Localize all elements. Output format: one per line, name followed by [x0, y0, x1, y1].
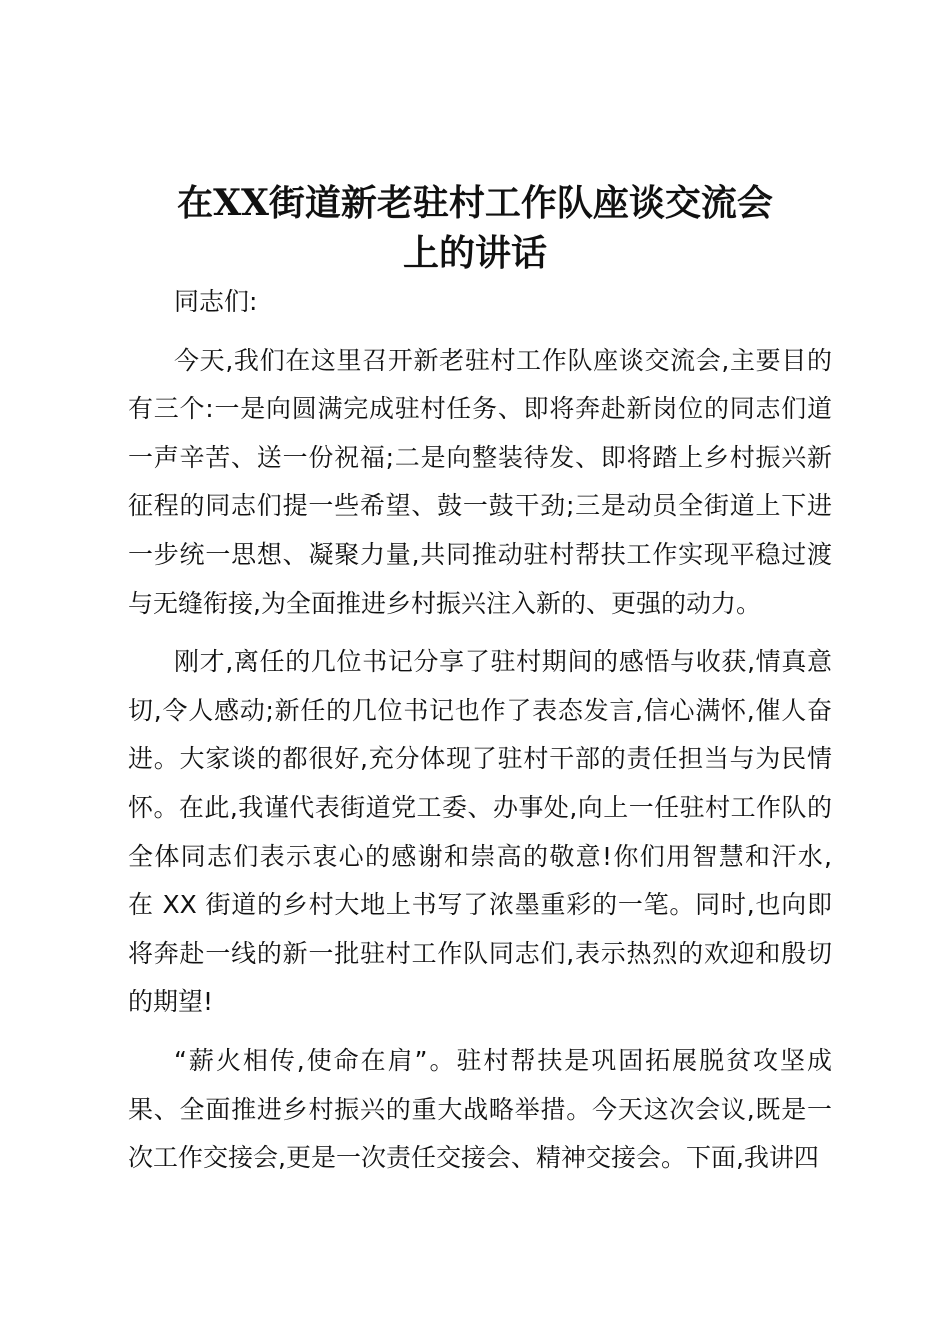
- paragraph-line: 与无缝衔接,为全面推进乡村振兴注入新的、更强的动力。: [128, 588, 761, 618]
- title-line: 在XX街道新老驻村工作队座谈交流会: [177, 182, 773, 224]
- paragraph-line: 果、全面推进乡村振兴的重大战略举措。今天这次会议,既是一: [128, 1094, 832, 1124]
- paragraph-line: 将奔赴一线的新一批驻村工作队同志们,表示热烈的欢迎和殷切: [128, 938, 832, 968]
- paragraph-line: 次工作交接会,更是一次责任交接会、精神交接会。下面,我讲四: [128, 1143, 819, 1173]
- paragraph-line: 一声辛苦、送一份祝福;二是向整装待发、即将踏上乡村振兴新: [128, 442, 832, 472]
- paragraphs: [128, 337, 832, 1183]
- paragraph: [128, 638, 832, 1027]
- paragraph: [128, 1037, 832, 1183]
- paragraph-line: 切,令人感动;新任的几位书记也作了表态发言,信心满怀,催人奋: [128, 695, 832, 725]
- paragraph-line: 今天,我们在这里召开新老驻村工作队座谈交流会,主要目的: [174, 345, 832, 375]
- paragraph-line: 征程的同志们提一些希望、鼓一鼓干劲;三是动员全街道上下进: [128, 491, 832, 521]
- paragraph-line: 怀。在此,我谨代表街道党工委、办事处,向上一任驻村工作队的: [128, 792, 832, 822]
- paragraph: [128, 337, 832, 629]
- salutation: 同志们:: [174, 287, 258, 316]
- paragraph-line: 刚才,离任的几位书记分享了驻村期间的感悟与收获,情真意: [174, 647, 832, 677]
- paragraph-line: 有三个:一是向圆满完成驻村任务、即将奔赴新岗位的同志们道: [128, 394, 832, 424]
- paragraph-line: 在 XX 街道的乡村大地上书写了浓墨重彩的一笔。同时,也向即: [128, 890, 832, 920]
- document-title: [110, 178, 840, 278]
- title-line: 上的讲话: [402, 232, 547, 274]
- paragraph-line: 进。大家谈的都很好,充分体现了驻村干部的责任担当与为民情: [128, 744, 832, 774]
- paragraph-line: 一步统一思想、凝聚力量,共同推动驻村帮扶工作实现平稳过渡: [128, 539, 832, 569]
- paragraph-line: “薪火相传,使命在肩”。驻村帮扶是巩固拓展脱贫攻坚成: [174, 1045, 832, 1075]
- paragraph-line: 的期望!: [128, 987, 214, 1017]
- document-body: [128, 278, 832, 1193]
- paragraph-line: 全体同志们表示衷心的感谢和崇高的敬意!你们用智慧和汗水,: [128, 841, 832, 871]
